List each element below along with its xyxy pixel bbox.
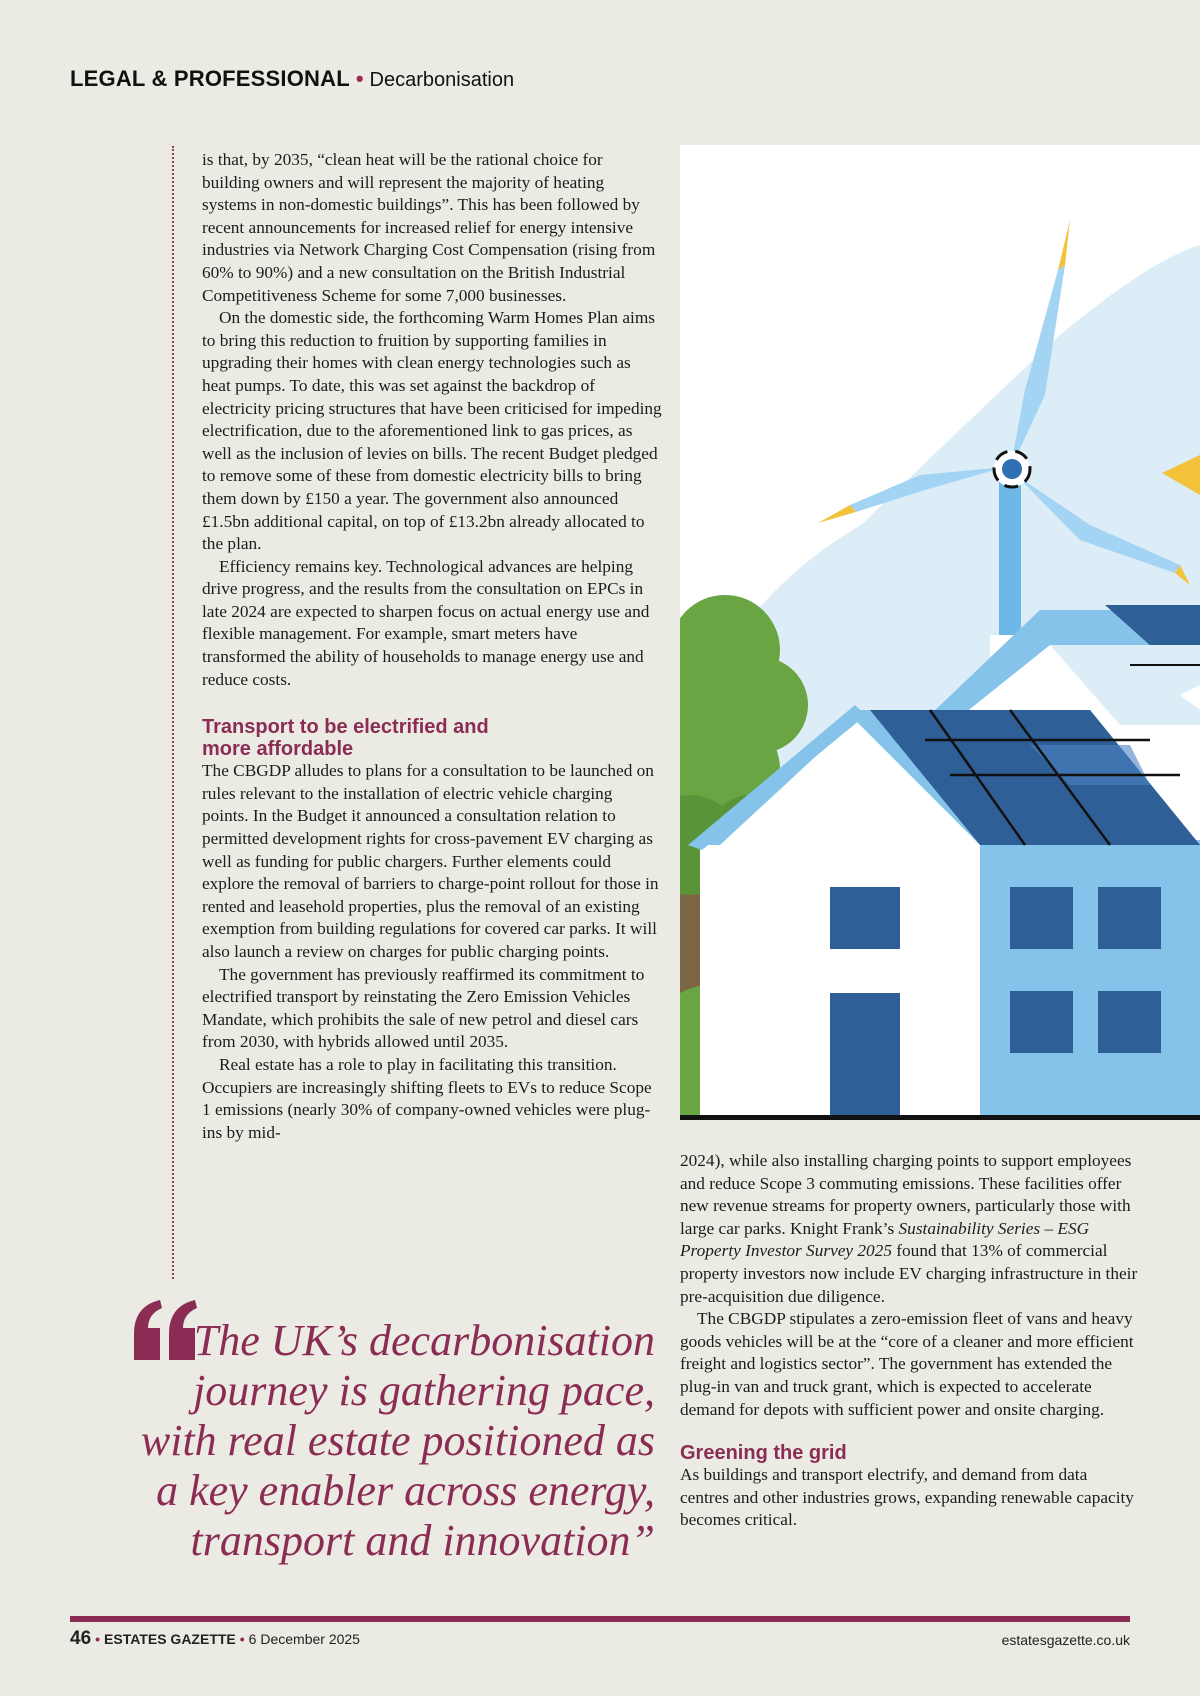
paragraph-text: found that 13% of commercial property investors now include EV charging infrastructure in their pre-acquisition due diligence. [680, 1241, 1138, 1306]
right-column [680, 1150, 1140, 1532]
topic-label: Decarbonisation [369, 69, 515, 91]
footer-rule [70, 1616, 1130, 1622]
magazine-name: ESTATES GAZETTE [104, 1631, 236, 1647]
pull-quote-line: with real estate positioned as [140, 1416, 655, 1465]
running-header [70, 66, 514, 92]
subheading-transport [202, 716, 662, 760]
paragraph: The CBGDP stipulates a zero-emission fleet of vans and heavy goods vehicles will be at the “core of a cleaner and more efficient freight and logistics sector”. The government has extended the plug-in van and truck grant, which is expected to accelerate demand for depots with sufficient power and onsite charging. [680, 1309, 1134, 1419]
pull-quote-line: journey is gathering pace, [193, 1366, 655, 1415]
footer [70, 1628, 1130, 1650]
pull-quote-line: a key enabler across energy, [156, 1466, 655, 1515]
issue-date: 6 December 2025 [248, 1631, 360, 1647]
pull-quote-line: transport and innovation” [190, 1516, 655, 1565]
footer-separator: • [95, 1631, 101, 1647]
report-title: Sustainability Series – ESG Property Investor Survey 2025 [680, 1218, 1090, 1261]
left-column [202, 149, 662, 1144]
pull-quote-line: The UK’s decarbonisation [193, 1316, 655, 1365]
website-link[interactable]: estatesgazette.co.uk [1001, 1632, 1130, 1648]
footer-separator: • [239, 1631, 245, 1647]
paragraph: Real estate has a role to play in facilitating this transition. Occupiers are increasingly shifting fleets to EVs to reduce Scope 1 emissions (nearly 30% of company-owned vehicles were plug-ins by mid- [202, 1054, 652, 1142]
section-label: LEGAL & PROFESSIONAL [70, 66, 350, 91]
paragraph [680, 1150, 1140, 1308]
subheading-line: more affordable [202, 738, 354, 761]
pull-quote [130, 1316, 655, 1566]
wind-turbine-illustration [680, 145, 1200, 1120]
header-separator: • [355, 66, 364, 91]
subheading-greening-grid: Greening the grid [680, 1442, 847, 1465]
paragraph: Efficiency remains key. Technological advances are helping drive progress, and the results from the consultation on EPCs in late 2024 are expected to sharpen focus on actual energy use and flexible management. For example, smart meters have transformed the ability of households to manage energy use and reduce costs. [202, 556, 650, 689]
paragraph: The CBGDP alludes to plans for a consultation to be launched on rules relevant to the installation of electric vehicle charging points. In the Budget it announced a consultation relation to permitted development rights for cross-pavement EV charging as well as funding for public chargers. Further elements could explore the removal of barriers to charge-point rollout for those in rented and leasehold properties, plus the removal of an existing exemption from building regulations for covered car parks. It will also launch a review on charges for public charging points. [202, 761, 659, 961]
paragraph: is that, by 2035, “clean heat will be the rational choice for building owners and will represent the majority of heating systems in non-domestic buildings”. This has been followed by recent announcements for increased relief for energy intensive industries via Network Charging Cost Compensation (rising from 60% to 90%) and a new consultation on the British Industrial Competitiveness Scheme for some 7,000 businesses. [202, 150, 656, 305]
paragraph-text: 2024), while also installing charging points to support employees and reduce Scope 3 commuting emissions. These facilities offer new revenue streams for property owners, particularly those with large car parks. Knight Frank’s [680, 1151, 1132, 1238]
column-dotted-rule [172, 146, 174, 1279]
article-illustration [680, 145, 1200, 1120]
subheading-line: Transport to be electrified and [202, 716, 489, 739]
page-number: 46 [70, 1628, 92, 1649]
paragraph: On the domestic side, the forthcoming Warm Homes Plan aims to bring this reduction to fruition by supporting families in upgrading their homes with clean energy technologies such as heat pumps. To date, this was set against the backdrop of electricity pricing structures that have been criticised for impeding electrification, due to the aforementioned link to gas prices, as well as the inclusion of levies on bills. The recent Budget pledged to remove some of these from domestic electricity bills to bring them down by £150 a year. The government also announced £1.5bn additional capital, on top of £13.2bn already allocated to the plan. [202, 308, 662, 554]
paragraph: As buildings and transport electrify, and demand from data centres and other industries grows, expanding renewable capacity becomes critical. [680, 1465, 1134, 1530]
paragraph: The government has previously reaffirmed its commitment to electrified transport by reinstating the Zero Emission Vehicles Mandate, which prohibits the sale of new petrol and diesel cars from 2030, with hybrids allowed until 2035. [202, 964, 645, 1052]
